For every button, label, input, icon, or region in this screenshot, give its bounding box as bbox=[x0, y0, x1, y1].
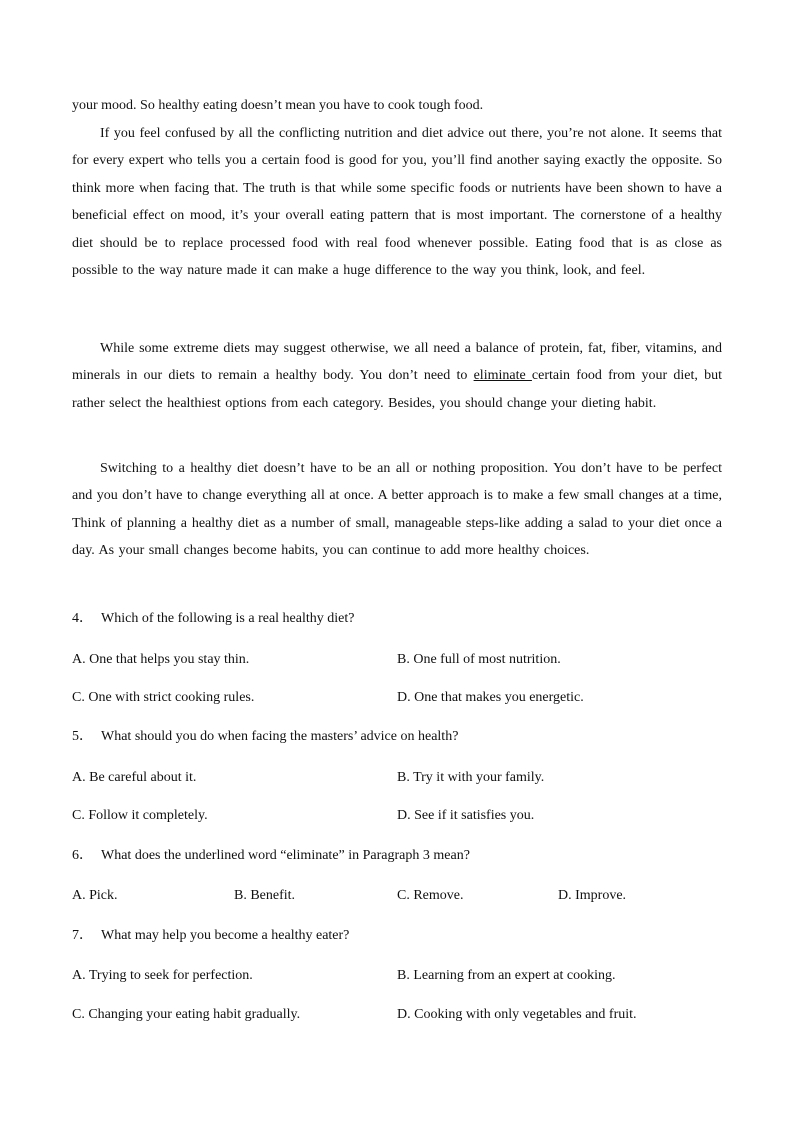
question-6 bbox=[72, 846, 470, 866]
passage-paragraph-2: If you feel confused by all the conflicting nutrition and diet advice out there, you’re not alone. It seems that for every expert who tells you a certain food is good for you, you’ll find another saying exactly the opposite. So think more when facing that. The truth is that while some specific foods or nutrients have been shown to have a beneficial effect on mood, it’s your overall eating pattern that is most important. The cornerstone of a healthy diet should be to replace processed food with real food whenever possible. Eating food that is as close as possible to the way nature made it can make a huge difference to the way you think, look, and feel. bbox=[72, 126, 722, 279]
question-5-option-c: C. Follow it completely. bbox=[72, 808, 208, 823]
question-5-option-a: A. Be careful about it. bbox=[72, 770, 197, 785]
question-5-option-b: B. Try it with your family. bbox=[397, 770, 545, 785]
question-6-option-b: B. Benefit. bbox=[234, 888, 296, 903]
question-6-option-a: A. Pick. bbox=[72, 888, 118, 903]
question-5-number: 5． bbox=[72, 729, 93, 744]
question-7-option-c: C. Changing your eating habit gradually. bbox=[72, 1007, 301, 1022]
question-7-number: 7． bbox=[72, 928, 93, 943]
question-4-text: Which of the following is a real healthy diet? bbox=[101, 611, 355, 626]
underlined-word-eliminate: eliminate bbox=[473, 368, 532, 384]
question-6-text: What does the underlined word “eliminate” in Paragraph 3 mean? bbox=[101, 848, 470, 863]
paragraph-3-text-after: certain food from your diet, but rather select the healthiest options from each category. Besides, you should change your dieting habit. bbox=[72, 368, 722, 411]
passage-paragraph-4: Switching to a healthy diet doesn’t have to be an all or nothing proposition. You don’t have to be perfect and you don’t have to change everything all at once. A better approach is to make a few small changes at a time, Think of planning a healthy diet as a number of small, manageable steps-like adding a salad to your diet once a day. As your small changes become habits, you can continue to add more healthy choices. bbox=[72, 461, 722, 559]
question-7-option-a: A. Trying to seek for perfection. bbox=[72, 968, 253, 983]
question-4-option-b: B. One full of most nutrition. bbox=[397, 652, 561, 667]
question-4 bbox=[72, 609, 354, 629]
question-6-option-d: D. Improve. bbox=[558, 888, 627, 903]
question-4-number: 4． bbox=[72, 611, 93, 626]
question-4-option-c: C. One with strict cooking rules. bbox=[72, 690, 255, 705]
question-5-text: What should you do when facing the masters’ advice on health? bbox=[101, 729, 459, 744]
question-5-option-d: D. See if it satisfies you. bbox=[397, 808, 535, 823]
question-7 bbox=[72, 926, 349, 946]
question-7-option-b: B. Learning from an expert at cooking. bbox=[397, 968, 616, 983]
paragraph-3-text-before: While some extreme diets may suggest otherwise, we all need a balance of protein, fat, fiber, vitamins, and minerals in our diets to remain a healthy body. You don’t need to bbox=[72, 341, 722, 384]
question-7-text: What may help you become a healthy eater? bbox=[101, 928, 350, 943]
passage-paragraph-3 bbox=[72, 335, 722, 417]
question-6-option-c: C. Remove. bbox=[397, 888, 464, 903]
question-6-number: 6． bbox=[72, 848, 93, 863]
question-5 bbox=[72, 727, 458, 747]
question-7-option-d: D. Cooking with only vegetables and fruit. bbox=[397, 1007, 637, 1022]
question-4-option-d: D. One that makes you energetic. bbox=[397, 690, 584, 705]
passage-carry-over-line: your mood. So healthy eating doesn’t mean you have to cook tough food. bbox=[72, 98, 484, 113]
question-4-option-a: A. One that helps you stay thin. bbox=[72, 652, 250, 667]
